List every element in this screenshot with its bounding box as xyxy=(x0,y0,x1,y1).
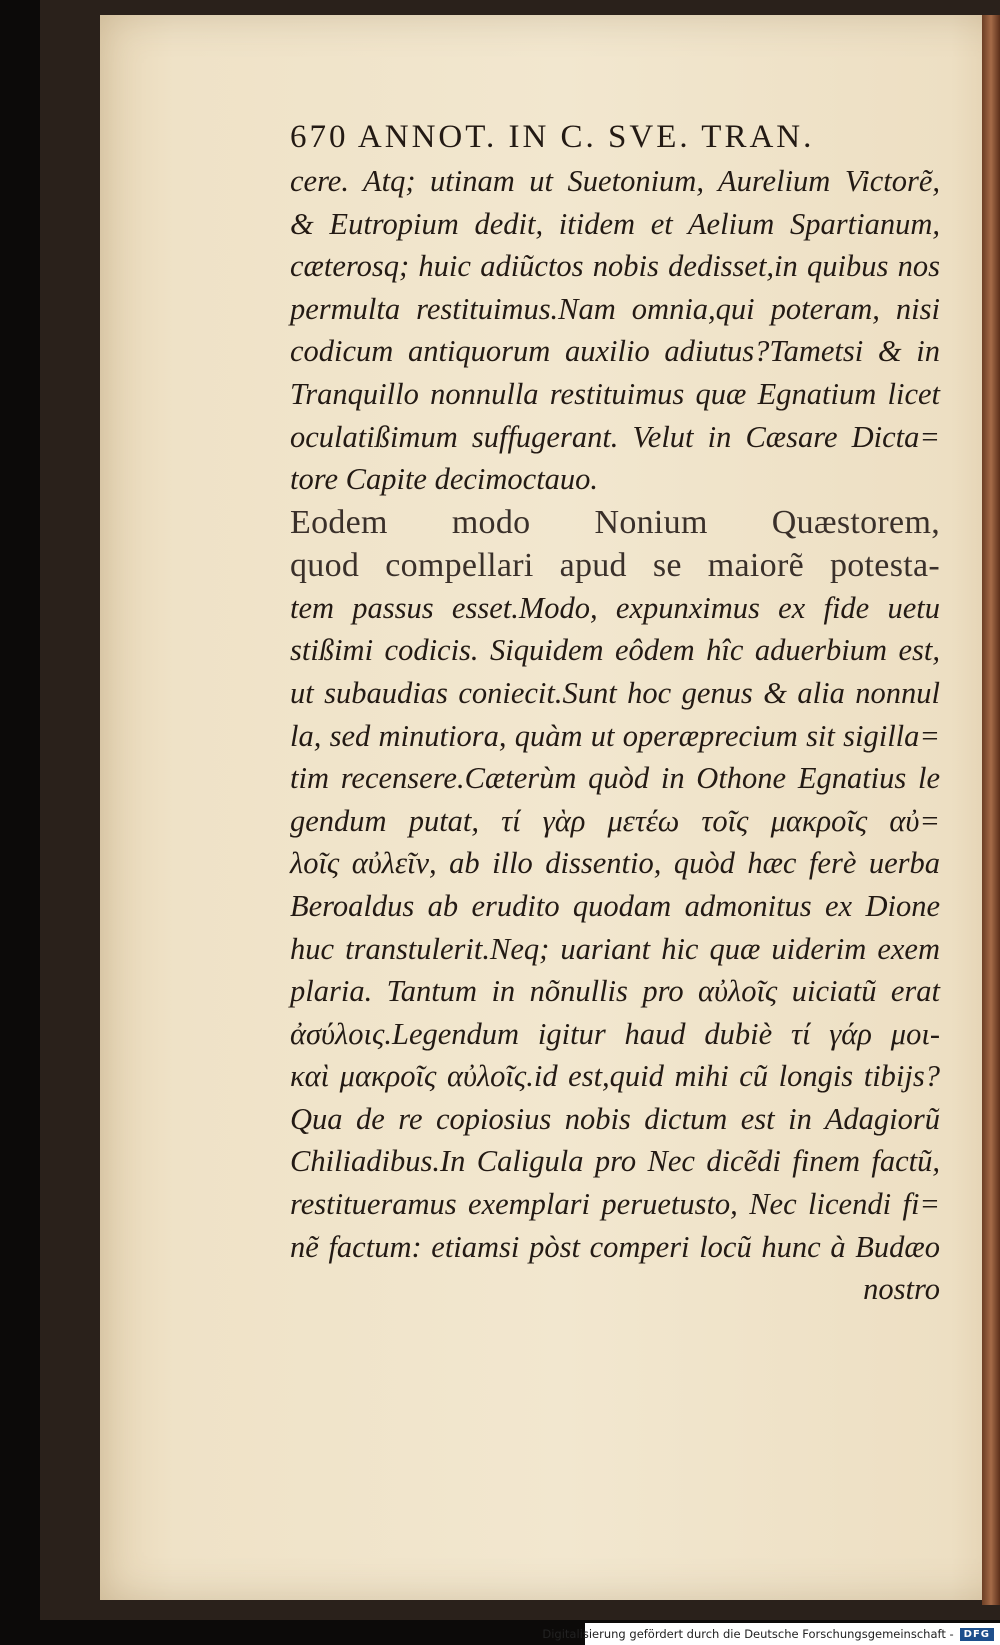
text-line: restitueramus exemplari peruetusto, Nec licendi fi= xyxy=(290,1187,940,1222)
text-line: cere. Atq; utinam ut Suetonium, Aurelium Victorẽ, xyxy=(290,164,940,198)
digitization-footer xyxy=(542,1623,1000,1645)
text-line: nẽ factum: etiamsi pòst comperi locũ hunc à Budæo xyxy=(290,1229,940,1264)
quote-line: quod compellari apud se maiorẽ potesta- xyxy=(290,546,940,584)
text-line: huc transtulerit.Neq; uariant hic quæ uiderim exem xyxy=(290,931,940,966)
text-line: stißimi codicis. Siquidem eôdem hîc aduerbium est, xyxy=(290,633,940,668)
quote-line: Eodem modo Nonium Quæstorem, xyxy=(290,503,940,541)
text-line: gendum putat, τί γὰρ μετέω τοῖς μακροῖς αὐ= xyxy=(290,803,940,838)
text-block xyxy=(290,118,940,1311)
text-line: tore Capite decimoctauo. xyxy=(290,462,599,497)
text-line: permulta restituimus.Nam omnia,qui poteram, nisi xyxy=(290,291,940,326)
text-line: Qua de re copiosius nobis dictum est in Adagiorũ xyxy=(290,1101,940,1136)
text-line: ut subaudias coniecit.Sunt hoc genus & alia nonnul xyxy=(290,675,940,710)
text-line: Tranquillo nonnulla restituimus quæ Egnatium licet xyxy=(290,376,940,411)
text-line: la, sed minutiora, quàm ut operæprecium sit sigilla= xyxy=(290,718,940,753)
text-line: καὶ μακροῖς αὐλοῖς.id est,quid mihi cũ longis tibijs? xyxy=(290,1059,940,1094)
text-line: Chiliadibus.In Caligula pro Nec dicẽdi finem factũ, xyxy=(290,1144,940,1179)
text-line: plaria. Tantum in nõnullis pro αὐλοῖς uiciatũ erat xyxy=(290,974,940,1009)
page-edge xyxy=(982,15,1000,1605)
dfg-logo: DFG xyxy=(960,1628,994,1641)
funding-notice: Digitalisierung gefördert durch die Deutsche Forschungsgemeinschaft - xyxy=(542,1627,954,1641)
text-line: tim recensere.Cæterùm quòd in Othone Egnatius le xyxy=(290,761,940,796)
running-header: 670 ANNOT. IN C. SVE. TRAN. xyxy=(290,119,815,155)
catchword: nostro xyxy=(863,1272,940,1307)
text-line: codicum antiquorum auxilio adiutus?Tametsi & in xyxy=(290,334,940,369)
text-line: tem passus esset.Modo, expunximus ex fide uetu xyxy=(290,590,940,625)
text-line: Beroaldus ab erudito quodam admonitus ex Dione xyxy=(290,888,940,923)
text-line: oculatißimum suffugerant. Velut in Cæsare Dicta= xyxy=(290,419,940,454)
text-line: λοῖς αὐλεῖν, ab illo dissentio, quòd hæc ferè uerba xyxy=(290,846,940,881)
text-line: & Eutropium dedit, itidem et Aelium Spartianum, xyxy=(290,206,940,241)
text-line: ἀσύλοις.Legendum igitur haud dubiè τί γάρ μοι- xyxy=(290,1016,940,1051)
text-line: cæterosq; huic adiũctos nobis dedisset,in quibus nos xyxy=(290,249,940,284)
